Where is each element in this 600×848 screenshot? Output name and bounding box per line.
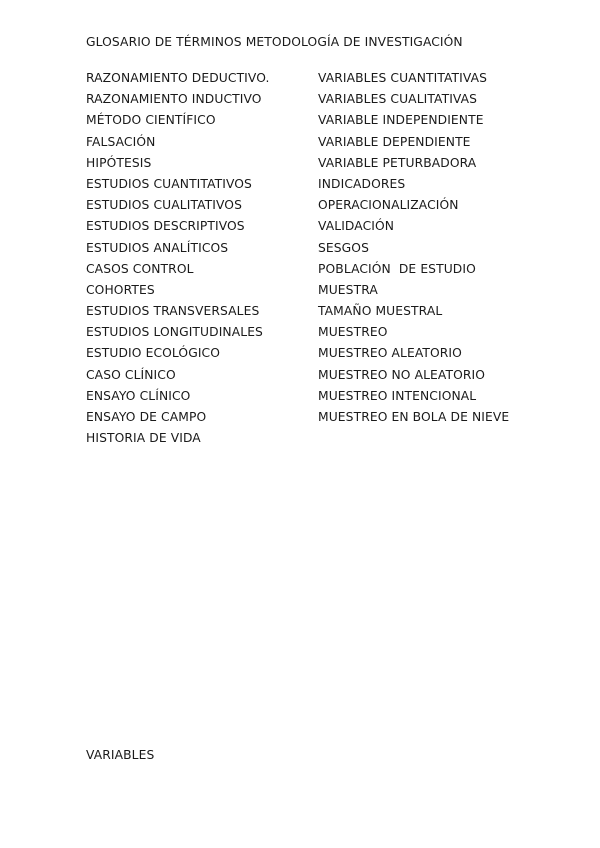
glossary-term: VALIDACIÓN <box>318 219 395 234</box>
glossary-term: ESTUDIOS CUALITATIVOS <box>86 198 242 213</box>
glossary-term: VARIABLES CUANTITATIVAS <box>318 71 488 85</box>
glossary-term: VARIABLE DEPENDIENTE <box>318 134 471 149</box>
glossary-term: COHORTES <box>86 282 155 297</box>
glossary-term: HISTORIA DE VIDA <box>86 431 201 446</box>
glossary-term: ESTUDIO ECOLÓGICO <box>86 346 221 361</box>
glossary-term: TAMAÑO MUESTRAL <box>318 304 443 319</box>
glossary-terms-right-column <box>318 70 509 430</box>
glossary-term: VARIABLES CUALITATIVAS <box>318 92 478 107</box>
glossary-term: MÉTODO CIENTÍFICO <box>86 113 216 128</box>
glossary-term: ENSAYO DE CAMPO <box>86 410 207 424</box>
glossary-term: ESTUDIOS ANALÍTICOS <box>86 240 229 255</box>
glossary-term: MUESTREO ALEATORIO <box>318 346 462 361</box>
document-title: GLOSARIO DE TÉRMINOS METODOLOGÍA DE INVESTIGACIÓN <box>86 35 463 49</box>
glossary-term: FALSACIÓN <box>86 134 156 149</box>
glossary-terms-left-column <box>86 70 270 451</box>
glossary-term: INDICADORES <box>318 176 406 191</box>
glossary-term: VARIABLE INDEPENDIENTE <box>318 113 484 128</box>
glossary-term: MUESTREO NO ALEATORIO <box>318 367 486 382</box>
section-heading-variables: VARIABLES <box>86 748 155 762</box>
glossary-term: OPERACIONALIZACIÓN <box>318 198 459 213</box>
glossary-term: MUESTREO <box>318 325 388 340</box>
glossary-term: ESTUDIOS CUANTITATIVOS <box>86 176 252 191</box>
glossary-term: VARIABLE PETURBADORA <box>318 155 477 170</box>
glossary-term: HIPÓTESIS <box>86 155 152 170</box>
glossary-term: ESTUDIOS DESCRIPTIVOS <box>86 219 245 234</box>
glossary-term: CASO CLÍNICO <box>86 367 176 382</box>
glossary-term: ENSAYO CLÍNICO <box>86 388 191 403</box>
glossary-term: MUESTREO INTENCIONAL <box>318 388 477 403</box>
glossary-term: RAZONAMIENTO INDUCTIVO <box>86 92 262 107</box>
glossary-term: RAZONAMIENTO DEDUCTIVO. <box>86 71 270 85</box>
glossary-term: SESGOS <box>318 240 369 255</box>
glossary-term: CASOS CONTROL <box>86 261 194 276</box>
glossary-term: MUESTRA <box>318 282 378 297</box>
glossary-term: MUESTREO EN BOLA DE NIEVE <box>318 410 510 424</box>
glossary-term: POBLACIÓN DE ESTUDIO <box>318 261 476 276</box>
glossary-term: ESTUDIOS TRANSVERSALES <box>86 304 260 319</box>
glossary-term: ESTUDIOS LONGITUDINALES <box>86 325 263 340</box>
